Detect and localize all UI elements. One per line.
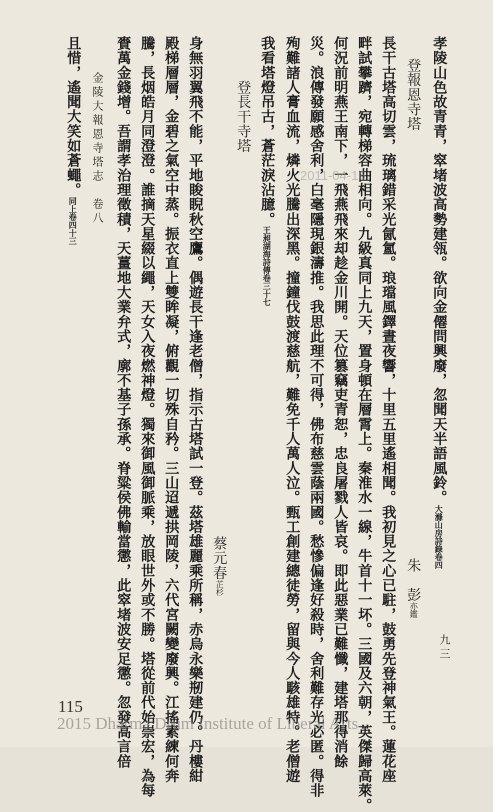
- text-column-6: 災。浪傳發願感舍利，白毫隱現銀濤推。我思此理不可得，佛布慈雲蔭兩國。愁慘偏逢好殺時，舍利難存光必匿。得非: [308, 36, 325, 798]
- poem-line: 我看塔燈吊古，蒼茫淚沾臆。: [259, 36, 276, 227]
- poem-line: 且惜，遙聞大笑如蒼蠅。: [65, 36, 82, 198]
- author-1: [406, 558, 420, 618]
- text-column-7: 殉難諸人膏血流，燐火光騰出深黑。撞鐘伐鼓渡慈航，難免千人萬人泣。甄工創建總徒勞，留與今人駭雄特。老僧遊: [284, 36, 301, 784]
- page-number: 115: [58, 697, 83, 716]
- poem-title-2: 登長干寺塔: [235, 80, 252, 154]
- text-column-3: 長干古塔高切雲，琉璃錯采光氤氳。琅璫風鐸晝夜響，十里五里遙相聞。我初見之心已駐，鼓勇先登神氣王。蓮花座: [380, 36, 397, 784]
- poem-title-1: 登報恩寺塔: [405, 58, 422, 132]
- text-column-12: 騰，長烟皓月同澄澄。誰摘天星綴以繩，天女入夜燃神燈。獨來御風御脈乘，放眼世外或不勝。塔從前代始崇宏，為每: [139, 36, 156, 798]
- source-note: 大滌山房詩錄卷四: [434, 504, 445, 569]
- watermark-footer: 2015 Dharma Drum Institute of Liberal Arts: [57, 714, 359, 733]
- author-name: 蔡元春: [211, 536, 228, 580]
- date-stamp: 2011-04-16: [300, 168, 366, 183]
- gutter-page-number: 九三: [438, 634, 451, 662]
- author-name: 朱 彭: [405, 558, 422, 602]
- text-column-8: [260, 36, 274, 306]
- text-column-11: 殿梯層層，金碧之氣空中蒸。振衣直上雙眸凝，俯觀一切殊自矜。三山迢遞拱岡陵，六代宮闕變廢興。江搖素練何奔: [163, 36, 180, 784]
- text-column-1: [432, 36, 446, 569]
- text-column-5: 何況前明燕王南下，一飛燕飛來却趁金川開。天位篡竊吏青恕，忠良屠戮人皆哀。即此惡業已難懺，建塔那得消餘: [332, 36, 349, 769]
- author-2: [212, 536, 226, 596]
- gutter-title: 金陵大報恩寺塔志 卷八: [91, 72, 104, 226]
- author-alias: 亦鑑: [409, 601, 419, 618]
- author-alias: 芷杉: [215, 579, 225, 596]
- text-column-10: 身無羽翼飛不能，平地睃睨秋空鷹。偶遊長干逢老僧，指示古塔試一登。茲塔雄麗乘所稱，赤烏永樂剏建仍。丹樓紺: [187, 36, 204, 784]
- text-column-14: [66, 36, 80, 245]
- text-column-13: 賚萬金錢增。吾謂孝治理徵積，天薑地大業弁式，廓不基子孫承。脊粱侯佛輸當懲，此窣堵波安足懲。忽發高言倍: [115, 36, 132, 769]
- text-column-4: 畔試攀躋，宛轉梯容曲相向。九級真同上九天，置身頓在層霄上。秦淮水一線，牛首十一坏。三國及六朝，英傑歸高萊。: [356, 36, 373, 812]
- source-note: 同上卷四十三: [68, 197, 79, 246]
- poem-line: 孝陵山色故青青，窣堵波高勢建瓴。欲向金僊問興廢，忽聞天半語風鈴。: [431, 36, 448, 505]
- source-note: 王昶湖海詩傳卷三十七: [262, 226, 273, 307]
